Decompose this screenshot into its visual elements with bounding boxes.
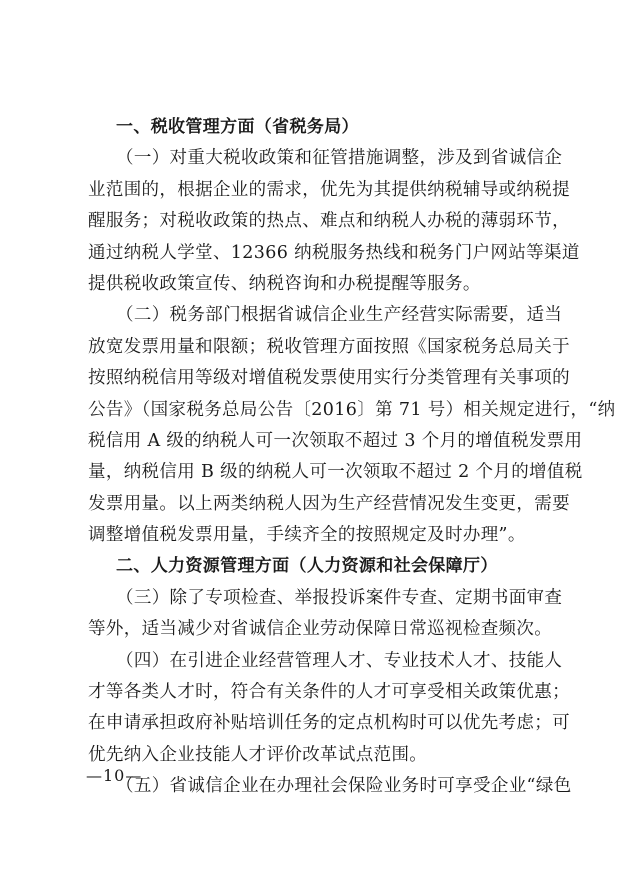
paragraph-line: （一）对重大税收政策和征管措施调整，涉及到省诚信企 [116,148,563,169]
page-number: —10— [86,766,143,785]
paragraph-line: 在申请承担政府补贴培训任务的定点机构时可以优先考虑；可 [88,713,570,734]
paragraph-line: 提供税收政策宣传、纳税咨询和办税提醒等服务。 [88,273,481,294]
paragraph-line: 醒服务；对税收政策的热点、难点和纳税人办税的薄弱环节， [88,211,570,232]
paragraph-line: （三）除了专项检查、举报投诉案件专查、定期书面审查 [116,587,563,608]
paragraph-line: 优先纳入企业技能人才评价改革试点范围。 [88,744,428,765]
paragraph-line: 业范围的，根据企业的需求，优先为其提供纳税辅导或纳税提 [88,179,570,200]
paragraph-line: 放宽发票用量和限额；税收管理方面按照《国家税务总局关于 [88,336,570,357]
document-body [88,112,616,803]
paragraph-line: 发票用量。以上两类纳税人因为生产经营情况发生变更，需要 [88,493,570,514]
paragraph-line: 税信用 A 级的纳税人可一次领取不超过 3 个月的增值税发票用 [88,430,583,451]
section-heading-hr: 二、人力资源管理方面（人力资源和社会保障厅） [116,556,498,577]
paragraph-line: （五）省诚信企业在办理社会保险业务时可享受企业“绿色 [116,776,572,797]
paragraph-line: （二）税务部门根据省诚信企业生产经营实际需要，适当 [116,305,563,326]
paragraph-line: 等外，适当减少对省诚信企业劳动保障日常巡视检查频次。 [88,619,553,640]
paragraph-line: 调整增值税发票用量，手续齐全的按照规定及时办理”。 [88,525,526,546]
paragraph-line: 量，纳税信用 B 级的纳税人可一次领取不超过 2 个月的增值税 [88,462,583,483]
paragraph-line: 通过纳税人学堂、12366 纳税服务热线和税务门户网站等渠道 [88,242,580,263]
paragraph-line: 按照纳税信用等级对增值税发票使用实行分类管理有关事项的 [88,368,570,389]
paragraph-line: 公告》（国家税务总局公告〔2016〕第 71 号）相关规定进行，“纳 [88,399,616,420]
paragraph-line: （四）在引进企业经营管理人才、专业技术人才、技能人 [116,650,563,671]
section-heading-tax: 一、税收管理方面（省税务局） [116,117,359,137]
paragraph-line: 才等各类人才时，符合有关条件的人才可享受相关政策优惠； [88,682,570,703]
